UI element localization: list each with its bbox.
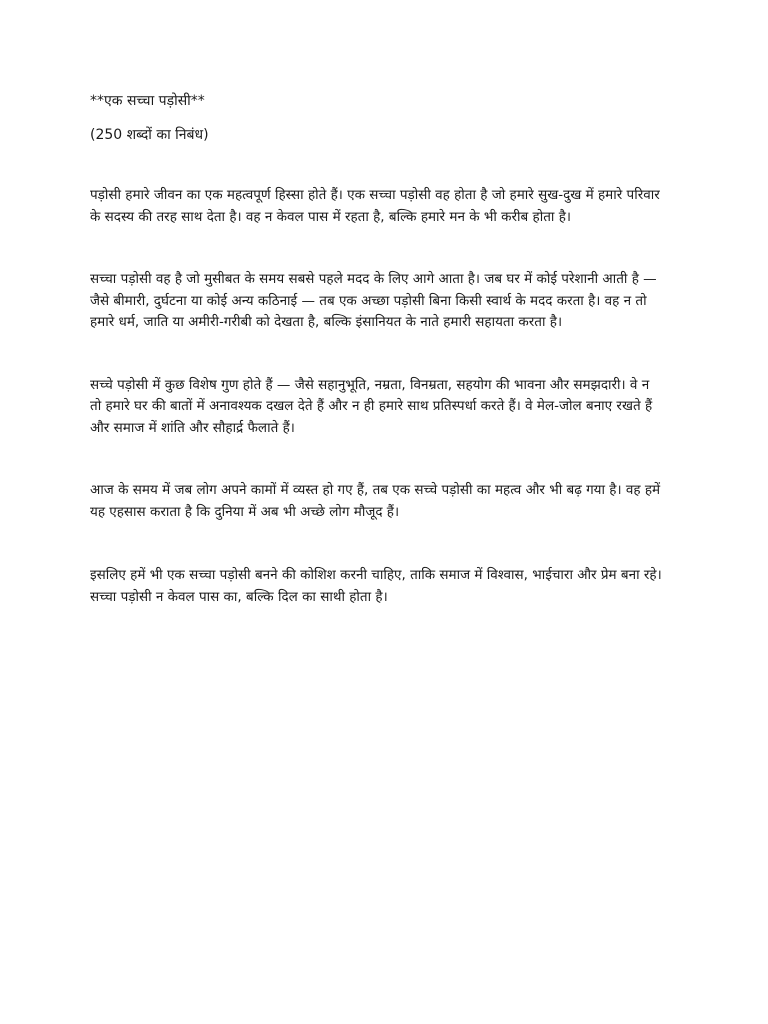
- paragraph-1: पड़ोसी हमारे जीवन का एक महत्वपूर्ण हिस्सा होते हैं। एक सच्चा पड़ोसी वह होता है जो हमारे सुख-दुख में हमारे परिवार के सदस्य की तरह साथ देता है। वह न केवल पास में रहता है, बल्कि हमारे मन के भी करीब होता है।: [90, 187, 660, 225]
- essay-subtitle: (250 शब्दों का निबंध): [90, 127, 209, 143]
- paragraph-5: इसलिए हमें भी एक सच्चा पड़ोसी बनने की कोशिश करनी चाहिए, ताकि समाज में विश्वास, भाईचारा और प्रेम बना रहे। सच्चा पड़ोसी न केवल पास का, बल्कि दिल का साथी होता है।: [90, 567, 662, 605]
- paragraph-2: सच्चा पड़ोसी वह है जो मुसीबत के समय सबसे पहले मदद के लिए आगे आता है। जब घर में कोई परेशानी आती है — जैसे बीमारी, दुर्घटना या कोई अन्य कठिनाई — तब एक अच्छा पड़ोसी बिना किसी स्वार्थ के मदद करता है। वह न तो हमारे धर्म, जाति या अमीरी-गरीबी को देखता है, बल्कि इंसानियत के नाते हमारी सहायता करता है।: [90, 271, 657, 330]
- essay-title: **एक सच्चा पड़ोसी**: [90, 93, 205, 109]
- paragraph-3: सच्चे पड़ोसी में कुछ विशेष गुण होते हैं — जैसे सहानुभूति, नम्रता, विनम्रता, सहयोग की भावना और समझदारी। वे न तो हमारे घर की बातों में अनावश्यक दखल देते हैं और न ही हमारे साथ प्रतिस्पर्धा करते हैं। वे मेल-जोल बनाए रखते हैं और समाज में शांति और सौहार्द्र फैलाते हैं।: [90, 376, 653, 436]
- paragraph-4: आज के समय में जब लोग अपने कामों में व्यस्त हो गए हैं, तब एक सच्चे पड़ोसी का महत्व और भी बढ़ गया है। वह हमें यह एहसास कराता है कि दुनिया में अब भी अच्छे लोग मौजूद हैं।: [90, 482, 661, 520]
